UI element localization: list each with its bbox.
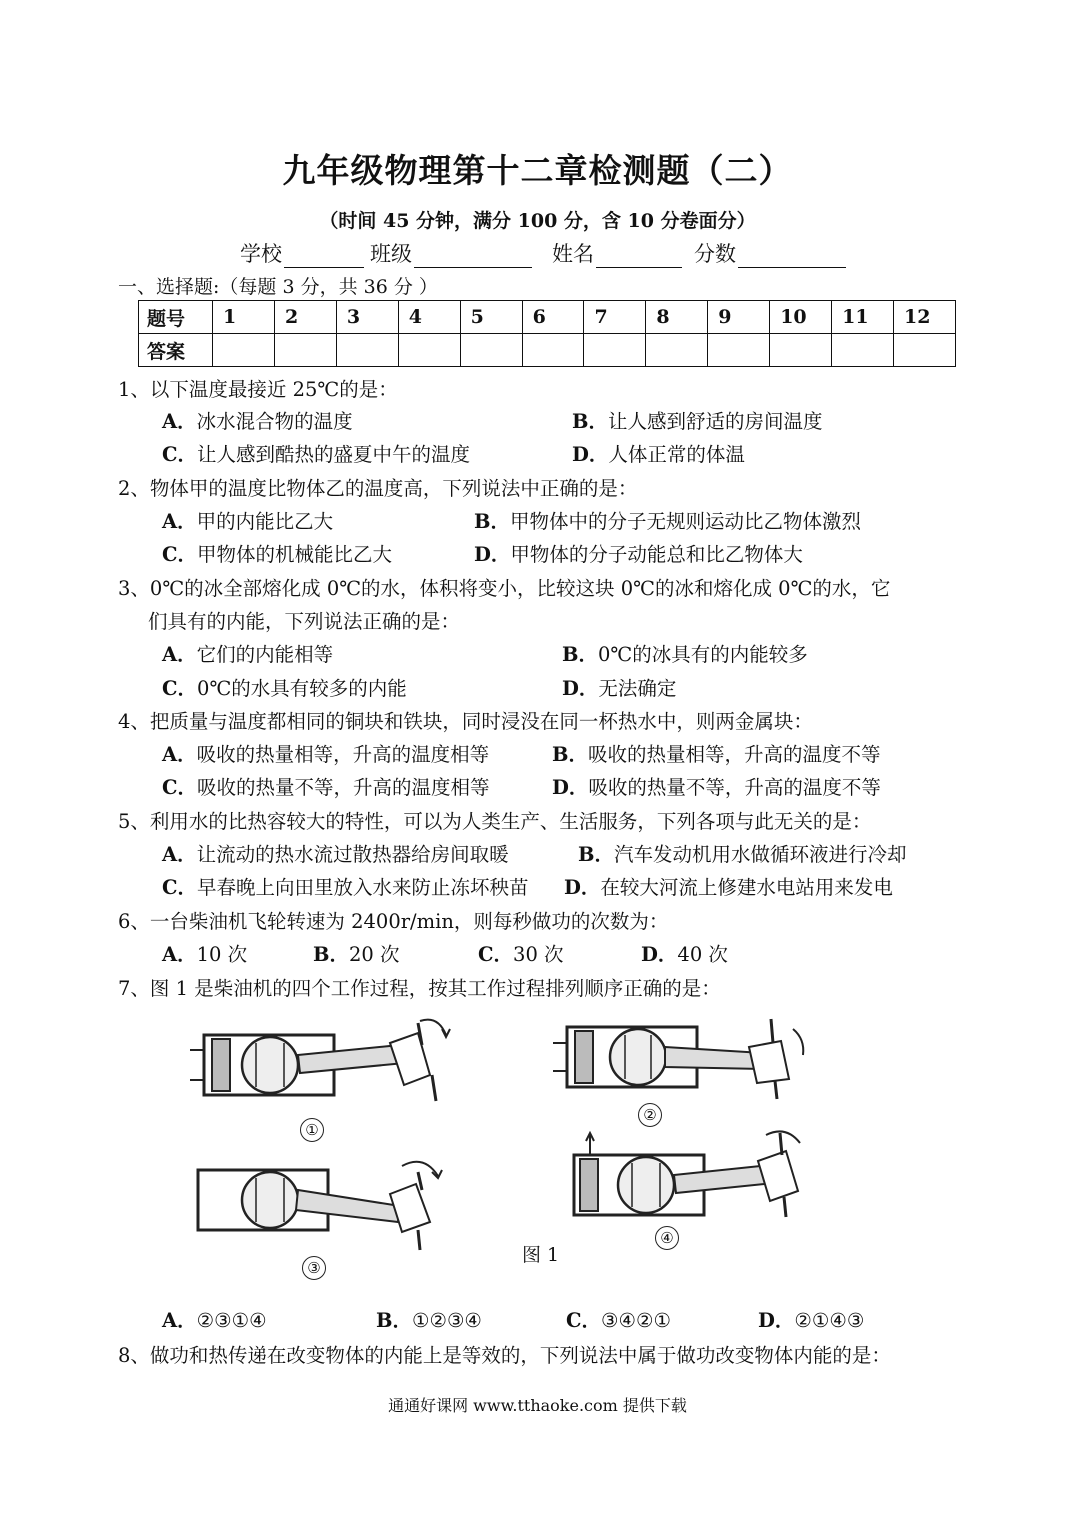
name-field[interactable]: [596, 245, 682, 268]
figure-label-2: ②: [638, 1103, 662, 1127]
figure-label-3: ③: [302, 1256, 326, 1280]
figure-caption: 图 1: [522, 1244, 560, 1266]
option-label: A．: [162, 743, 197, 766]
option-text: 让流动的热水流过散热器给房间取暖: [196, 843, 509, 866]
option-label: B．: [552, 743, 588, 766]
option-text: 30 次: [513, 943, 564, 966]
question-3-stem: 3、0℃的冰全部熔化成 0℃的水，体积将变小，比较这块 0℃的冰和熔化成 0℃的水，它: [118, 577, 891, 600]
question-number-cell: 10: [770, 301, 832, 334]
option-label: C．: [162, 776, 198, 799]
option-label: C．: [162, 543, 198, 566]
answer-table-head: 题号: [139, 301, 213, 334]
question-7-option-d[interactable]: [758, 1311, 864, 1331]
option-text: ②③①④: [196, 1309, 267, 1332]
option-text: 它们的内能相等: [196, 643, 334, 666]
question-number-cell: 8: [646, 301, 708, 334]
question-2-option-a[interactable]: [162, 512, 333, 532]
option-text: 吸收的热量不等，升高的温度不等: [588, 776, 881, 799]
answer-cell[interactable]: [460, 334, 522, 367]
option-label: C．: [162, 443, 198, 466]
student-info-row: [240, 238, 852, 268]
option-label: B．: [562, 643, 598, 666]
question-number-cell: 7: [584, 301, 646, 334]
question-number-cell: 11: [832, 301, 894, 334]
option-text: 甲的内能比乙大: [196, 510, 334, 533]
option-text: 吸收的热量相等，升高的温度相等: [196, 743, 490, 766]
engine-stroke-4-figure: [560, 1125, 822, 1235]
question-3-stem-continued: 们具有的内能，下列说法正确的是：: [148, 610, 461, 633]
answer-cell[interactable]: [522, 334, 584, 367]
answer-table-number-row: [139, 301, 956, 334]
answer-table-answer-row: [139, 334, 956, 367]
question-1-stem: 1、以下温度最接近 25℃的是：: [118, 378, 398, 401]
answer-cell[interactable]: [336, 334, 398, 367]
class-label: 班级: [370, 242, 412, 266]
question-7-option-c[interactable]: [566, 1311, 671, 1331]
option-label: D．: [474, 543, 511, 566]
engine-stroke-3-figure: [190, 1150, 452, 1260]
option-label: B．: [572, 410, 608, 433]
option-label: B．: [376, 1309, 412, 1332]
question-number-cell: 12: [894, 301, 956, 334]
option-label: C．: [162, 876, 198, 899]
answer-cell[interactable]: [274, 334, 336, 367]
option-text: 让人感到舒适的房间温度: [607, 410, 823, 433]
question-5-option-b[interactable]: [578, 845, 907, 865]
option-label: A．: [162, 643, 197, 666]
name-label: 姓名: [552, 242, 594, 266]
option-label: B．: [313, 943, 349, 966]
question-4-option-d[interactable]: [552, 778, 881, 798]
question-7-option-a[interactable]: [162, 1311, 267, 1331]
question-1-option-a[interactable]: [162, 412, 353, 432]
question-6-option-c[interactable]: [478, 945, 564, 965]
option-label: A．: [162, 843, 197, 866]
option-text: 0℃的冰具有的内能较多: [597, 643, 808, 666]
answer-cell[interactable]: [213, 334, 275, 367]
question-3-option-a[interactable]: [162, 645, 333, 665]
question-number-cell: 2: [274, 301, 336, 334]
option-text: ①②③④: [411, 1309, 482, 1332]
exam-subtitle: （时间 45 分钟，满分 100 分，含 10 分卷面分）: [319, 210, 756, 232]
question-4-stem: 4、把质量与温度都相同的铜块和铁块，同时浸没在同一杯热水中，则两金属块：: [118, 710, 813, 733]
option-label: C．: [478, 943, 514, 966]
option-text: 40 次: [677, 943, 728, 966]
option-text: 人体正常的体温: [608, 443, 745, 466]
question-5-option-a[interactable]: [162, 845, 509, 865]
question-6-option-a[interactable]: [162, 945, 247, 965]
question-6-option-d[interactable]: [641, 945, 728, 965]
option-text: ②①④③: [794, 1309, 865, 1332]
figure-label-4: ④: [655, 1226, 679, 1250]
question-4-option-c[interactable]: [162, 778, 490, 798]
answer-cell[interactable]: [770, 334, 832, 367]
option-label: B．: [474, 510, 510, 533]
question-number-cell: 6: [522, 301, 584, 334]
option-text: 10 次: [196, 943, 248, 966]
option-text: 冰水混合物的温度: [196, 410, 353, 433]
question-7-option-b[interactable]: [376, 1311, 482, 1331]
option-text: 无法确定: [598, 677, 677, 700]
question-6-stem: 6、一台柴油机飞轮转速为 2400r/min，则每秒做功的次数为：: [118, 910, 669, 933]
question-number-cell: 4: [398, 301, 460, 334]
answer-cell[interactable]: [708, 334, 770, 367]
question-4-option-b[interactable]: [552, 745, 881, 765]
question-5-option-d[interactable]: [564, 878, 893, 898]
class-field[interactable]: [414, 245, 532, 268]
answer-cell[interactable]: [832, 334, 894, 367]
school-field[interactable]: [284, 245, 364, 268]
option-text: 0℃的水具有较多的内能: [197, 677, 407, 700]
question-7-stem: 7、图 1 是柴油机的四个工作过程，按其工作过程排列顺序正确的是：: [118, 977, 721, 1000]
school-label: 学校: [240, 242, 282, 266]
option-text: 吸收的热量相等，升高的温度不等: [587, 743, 881, 766]
option-text: 汽车发动机用水做循环液进行冷却: [613, 843, 907, 866]
page-footer: 通通好课网 www.tthaoke.com 提供下载: [388, 1396, 687, 1415]
question-1-option-d[interactable]: [572, 445, 745, 465]
option-text: 甲物体的分子动能总和比乙物体大: [510, 543, 803, 566]
answer-cell[interactable]: [894, 334, 956, 367]
question-8-stem: 8、做功和热传递在改变物体的内能上是等效的，下列说法中属于做功改变物体内能的是：: [118, 1344, 891, 1367]
question-2-stem: 2、物体甲的温度比物体乙的温度高，下列说法中正确的是：: [118, 477, 638, 500]
question-3-option-d[interactable]: [562, 679, 676, 699]
question-6-option-b[interactable]: [313, 945, 400, 965]
question-2-option-b[interactable]: [474, 512, 861, 532]
question-number-cell: 3: [336, 301, 398, 334]
option-label: A．: [162, 410, 197, 433]
question-1-option-b[interactable]: [572, 412, 823, 432]
option-label: A．: [162, 1309, 197, 1332]
option-label: D．: [564, 876, 601, 899]
option-label: A．: [162, 943, 197, 966]
option-label: D．: [552, 776, 589, 799]
figure-label-1: ①: [300, 1118, 324, 1142]
option-label: D．: [641, 943, 678, 966]
answer-cell[interactable]: [646, 334, 708, 367]
question-2-option-c[interactable]: [162, 545, 392, 565]
option-label: C．: [162, 677, 198, 700]
score-label: 分数: [694, 242, 736, 266]
question-5-option-c[interactable]: [162, 878, 529, 898]
option-label: C．: [566, 1309, 602, 1332]
question-5-stem: 5、利用水的比热容较大的特性，可以为人类生产、生活服务，下列各项与此无关的是：: [118, 810, 872, 833]
question-4-option-a[interactable]: [162, 745, 489, 765]
question-3-option-c[interactable]: [162, 679, 407, 699]
option-text: 让人感到酷热的盛夏中午的温度: [197, 443, 471, 466]
question-3-option-b[interactable]: [562, 645, 808, 665]
option-text: ③④②①: [601, 1309, 671, 1332]
page-title: 九年级物理第十二章检测题（二）: [282, 151, 793, 190]
option-text: 20 次: [348, 943, 400, 966]
option-text: 早春晚上向田里放入水来防止冻坏秧苗: [197, 876, 529, 899]
question-number-cell: 1: [213, 301, 275, 334]
question-2-option-d[interactable]: [474, 545, 803, 565]
score-field[interactable]: [738, 245, 846, 268]
section-heading: 一、选择题:（每题 3 分，共 36 分 ）: [118, 276, 438, 298]
option-label: D．: [562, 677, 599, 700]
option-label: D．: [758, 1309, 795, 1332]
option-label: D．: [572, 443, 609, 466]
option-text: 甲物体中的分子无规则运动比乙物体激烈: [509, 510, 861, 533]
option-text: 吸收的热量不等，升高的温度相等: [197, 776, 490, 799]
option-label: B．: [578, 843, 614, 866]
engine-stroke-2-figure: [553, 1015, 815, 1115]
option-label: A．: [162, 510, 197, 533]
answer-row-head: 答案: [139, 334, 213, 367]
option-text: 甲物体的机械能比乙大: [197, 543, 393, 566]
question-number-cell: 9: [708, 301, 770, 334]
question-1-option-c[interactable]: [162, 445, 470, 465]
question-number-cell: 5: [460, 301, 522, 334]
answer-cell[interactable]: [398, 334, 460, 367]
answer-table: [138, 300, 956, 367]
option-text: 在较大河流上修建水电站用来发电: [600, 876, 893, 899]
answer-cell[interactable]: [584, 334, 646, 367]
